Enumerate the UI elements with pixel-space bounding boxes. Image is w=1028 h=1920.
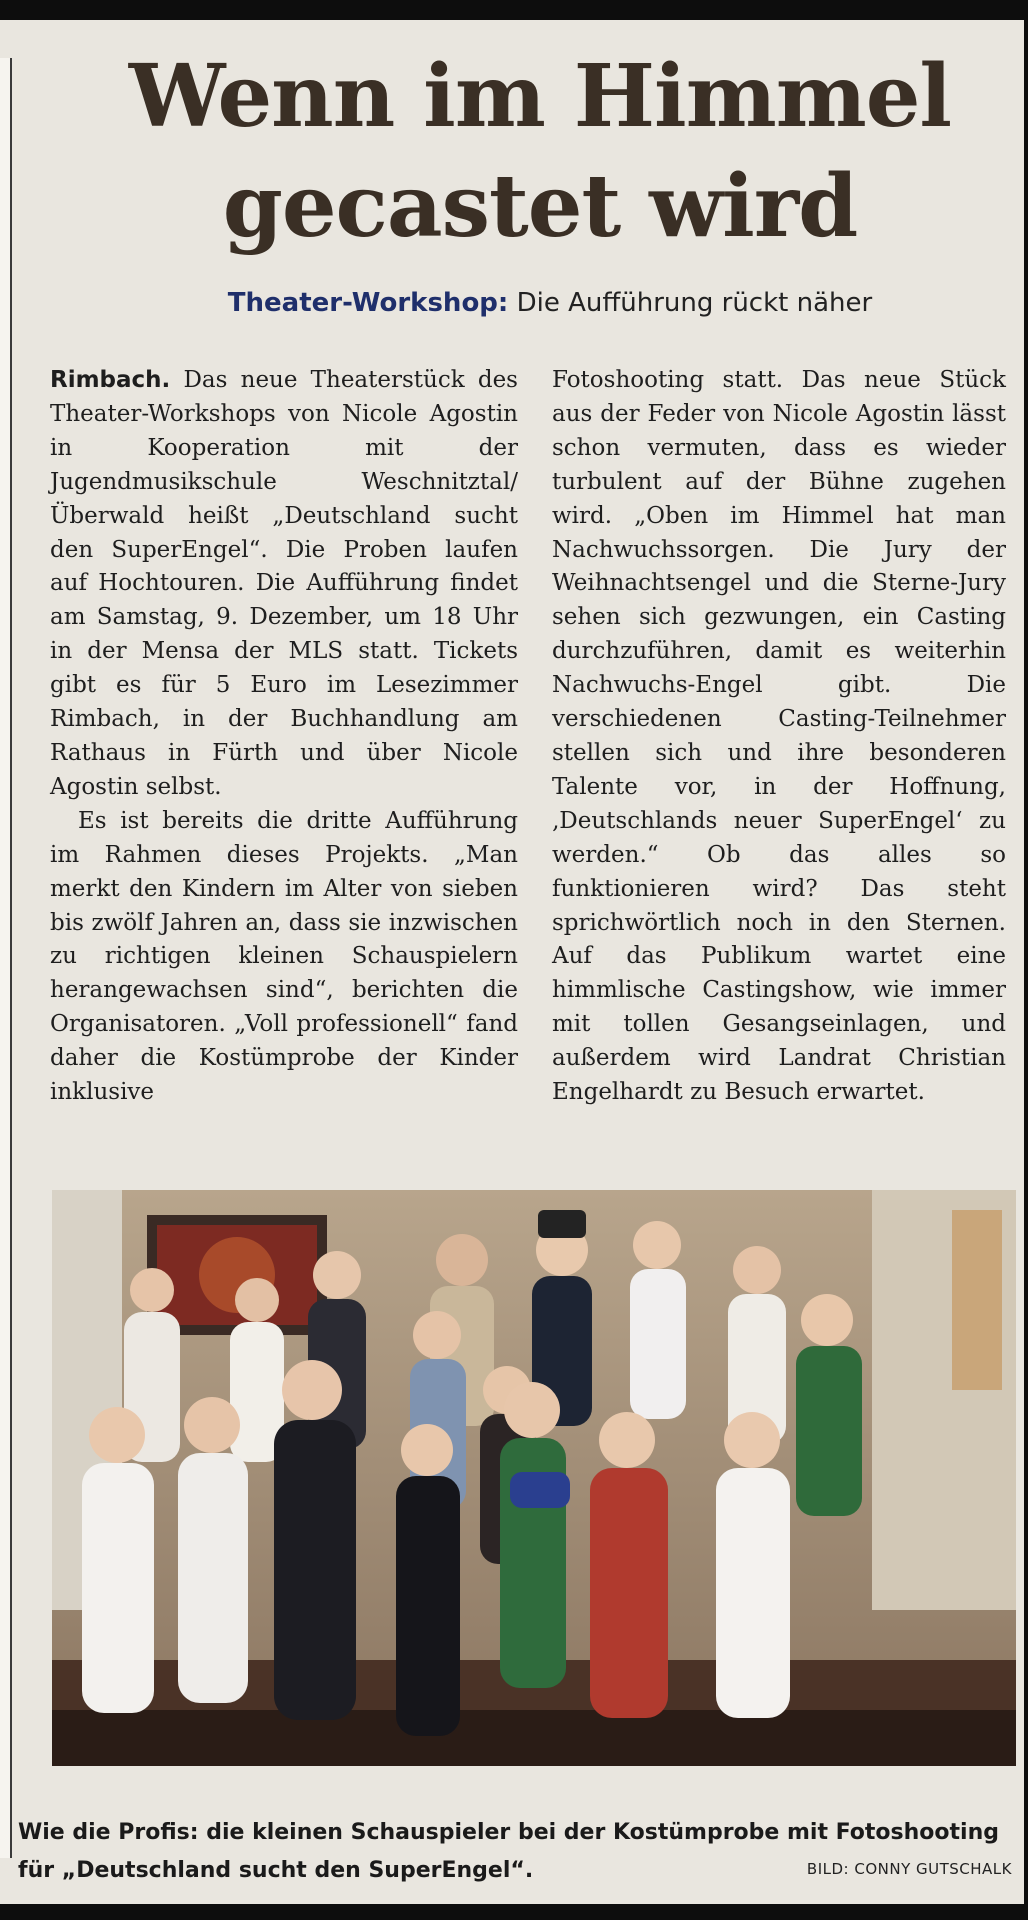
paragraph-1 [50,364,518,805]
newspaper-page [0,20,1024,1904]
paragraph-1-text: Das neue Theaterstück des Theater-Workshops von Nicole Agostin in Kooperation mit der Jugendmusikschule Weschnitztal/ Überwald heißt „Deutschland sucht den SuperEngel“. Die Proben laufen auf Hochtouren. Die Aufführung findet am Samstag, 9. Dezember, um 18 Uhr in der Mensa der MLS statt. Tickets gibt es für 5 Euro im Lesezimmer Rimbach, in der Buchhandlung am Rathaus in Fürth und über Nicole Agostin selbst. [50,367,518,800]
headline-line-1: Wenn im Himmel [128,46,952,147]
group-photo [52,1190,1016,1766]
photo-caption: Wie die Profis: die kleinen Schauspieler bei der Kostümprobe mit Fotoshooting für „Deutschland sucht den SuperEngel“. [18,1820,999,1883]
subheadline [0,288,1028,318]
headline-line-2: gecastet wird [222,156,858,257]
subtitle: Die Aufführung rückt näher [516,288,873,318]
dateline: Rimbach. [50,367,171,393]
article-column-left [50,364,518,1110]
kicker: Theater-Workshop: [227,288,509,318]
article-column-right [552,364,1006,1110]
paragraph-3: Fotoshooting statt. Das neue Stück aus der Feder von Nicole Agostin lässt schon vermuten, dass es wieder turbulent auf der Bühne zugehen wird. „Oben im Himmel hat man Nachwuchssorgen. Die Jury der Weihnachtsengel und die Sterne-Jury sehen sich gezwungen, ein Casting durchzuführen, damit es weiterhin Nachwuchs-Engel gibt. Die verschiedenen Casting-Teilnehmer stellen sich und ihre besonderen Talente vor, in der Hoffnung, ‚Deutschlands neuer SuperEngel‘ zu werden.“ Ob das alles so funktionieren wird? Das steht sprichwörtlich noch in den Sternen. Auf das Publikum wartet eine himmlische Castingshow, wie immer mit tollen Gesangseinlagen, und außerdem wird Landrat Christian Engelhardt zu Besuch erwartet. [552,367,1006,1106]
paragraph-2: Es ist bereits die dritte Aufführung im Rahmen dieses Projekts. „Man merkt den Kindern im Alter von sieben bis zwölf Jahren an, dass sie inzwischen zu richtigen kleinen Schauspielern herangewachsen sind“, berichten die Organisatoren. „Voll professionell“ fand daher die Kostümprobe der Kinder inklusive [50,807,518,1106]
page-edge [0,58,12,1858]
photo-credit: BILD: CONNY GUTSCHALK [806,1860,1012,1878]
group-photo-illustration [52,1190,1016,1766]
headline [40,42,1028,262]
